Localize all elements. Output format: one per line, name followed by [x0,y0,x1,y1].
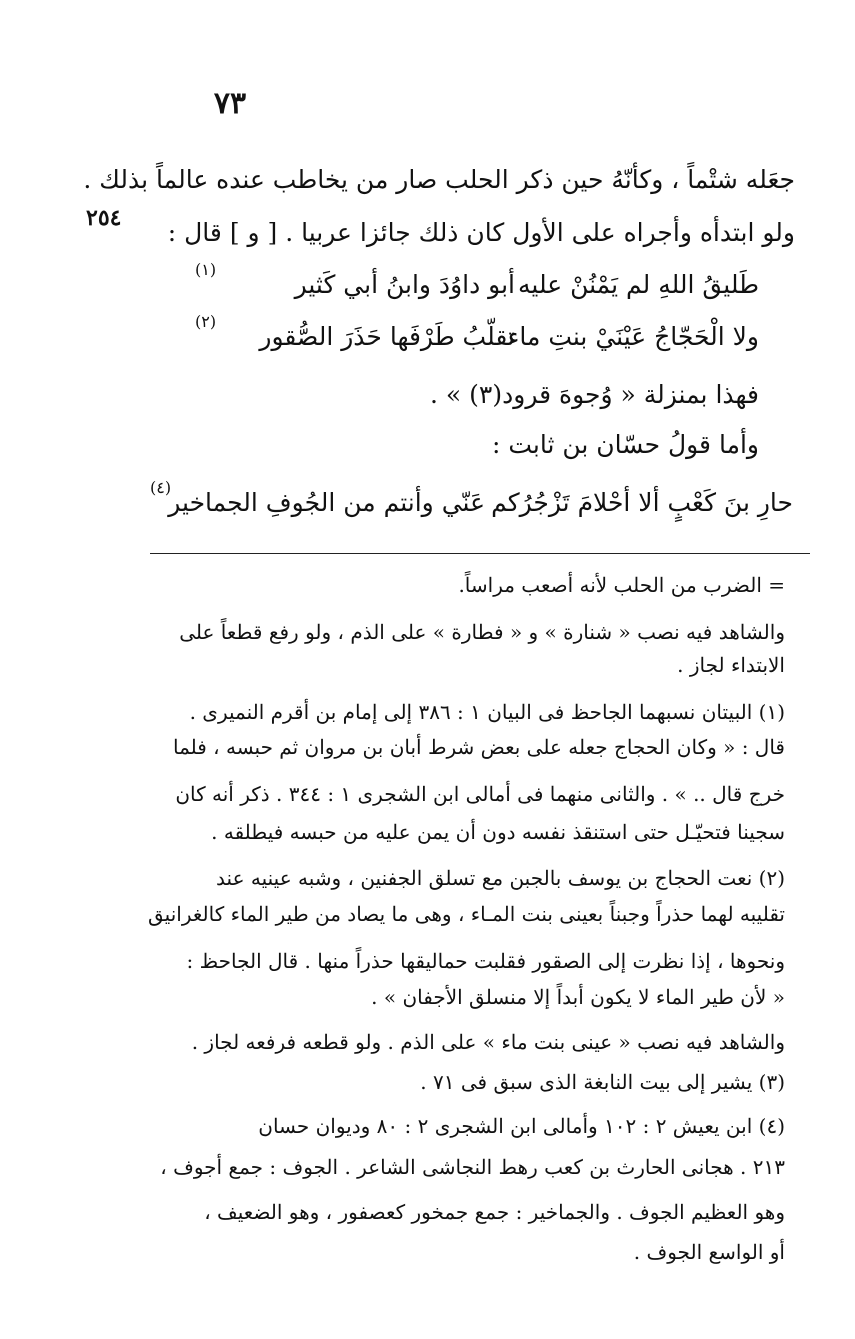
footnote-line: أو الواسع الجوف . [633,1240,785,1264]
verse-note-marker: (٢) [195,312,217,331]
footnote-line: = الضرب من الحلب لأنه أصعب مراساً. [458,573,785,597]
footnote-line: (١) البيتان نسبهما الجاحظ فى البيان ١ : ٣٨٦ إلى إمام بن أقرم النميرى . [189,700,785,724]
footnote-line: وهو العظيم الجوف . والجماخير : جمع جمخور كعصفور ، وهو الضعيف ، [204,1200,785,1224]
footnote-line: ٢١٣ . هجانى الحارث بن كعب رهط النجاشى الشاعر . الجوف : جمع أجوف ، [160,1155,785,1179]
body-line: ولو ابتدأه وأجراه على الأول كان ذلك جائزا عربيا . [ و ] قال : [167,218,795,247]
footnote-divider [150,553,810,554]
footnote-line: سجينا فتحيّـل حتى استنقذ نفسه دون أن يمن عليه من حبسه فيطلقه . [211,820,785,844]
body-line: فهذا بمنزلة « وُجوهَ قرود(٣) » . [430,380,759,409]
footnote-line: (٣) يشير إلى بيت النابغة الذى سبق فى ٧١ . [420,1070,785,1094]
footnote-line: « لأن طير الماء لا يكون أبداً إلا منسلق الأجفان » . [371,985,785,1009]
verse-second-hemistich: عَنّي وأنتم من الجُوفِ الجماخير [168,488,485,517]
footnote-line: والشاهد فيه نصب « عينى بنت ماء » على الذم . ولو قطعه فرفعه لجاز . [191,1030,785,1054]
body-line: وأما قولُ حسّان بن ثابت : [491,430,759,459]
body-line: جعَله شتْماً ، وكأنّهُ حين ذكر الحلب صار من يخاطب عنده عالماً بذلك . [83,165,795,194]
verse-note-marker: (١) [195,260,217,279]
footnote-line: (٤) ابن يعيش ٢ : ١٠٢ وأمالى ابن الشجرى ٢ : ٨٠ وديوان حسان [258,1114,785,1138]
footnote-line: تقليبه لهما حذراً وجبناً بعينى بنت المـاء ، وهى ما يصاد من طير الماء كالغرانيق [147,902,785,926]
verse-first-hemistich: حارِ بنَ كَعْبٍ ألا أحْلامَ تَزْجُرُكم [491,488,793,517]
verse-note-marker: (٤) [150,478,172,497]
verse-second-hemistich: أبو داوُدَ وابنُ أبي كَثير [294,270,515,299]
footnote-line: ونحوها ، إذا نظرت إلى الصقور فقلبت حماليقها حذراً منها . قال الجاحظ : [186,949,785,973]
margin-number: ٢٥٤ [86,205,122,231]
verse-first-hemistich: ولا الْحَجّاجُ عَيْنَيْ بنتِ ماء [507,322,759,351]
footnote-line: الابتداء لجاز . [677,653,785,677]
verse-first-hemistich: طَليقُ اللهِ لم يَمْنُنْ عليه [518,270,759,299]
footnote-line: خرج قال .. » . والثانى منهما فى أمالى ابن الشجرى ١ : ٣٤٤ . ذكر أنه كان [175,782,785,806]
footnote-line: والشاهد فيه نصب « شنارة » و « فطارة » على الذم ، ولو رفع قطعاً على [179,620,785,644]
verse-second-hemistich: تقلّبُ طَرْفَها حَذَرَ الصُّقور [259,322,515,351]
footnote-line: (٢) نعت الحجاج بن يوسف بالجبن مع تسلق الجفنين ، وشبه عينيه عند [216,866,785,890]
page-number: ٧٣ [213,86,247,121]
footnote-line: قال : « وكان الحجاج جعله على بعض شرط أبان بن مروان ثم حبسه ، فلما [172,735,785,759]
